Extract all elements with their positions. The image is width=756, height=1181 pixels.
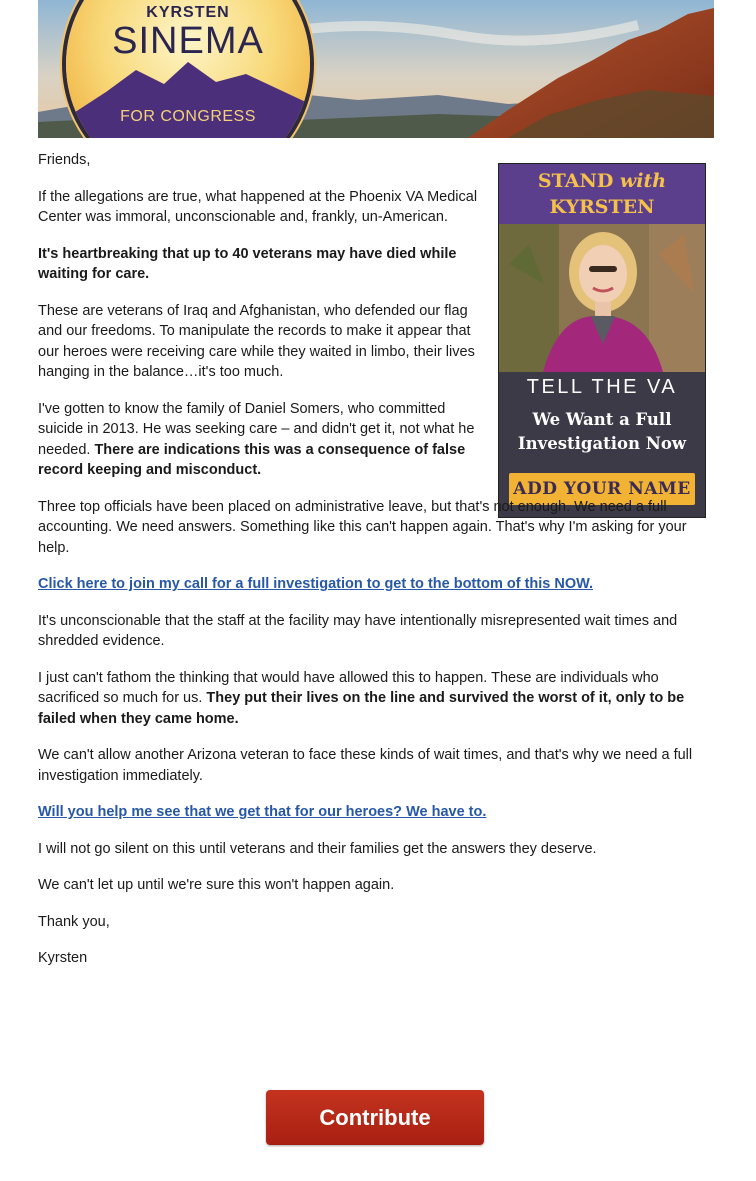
ad-want-line2: Investigation Now: [517, 434, 687, 453]
paragraph-unconscionable: It's unconscionable that the staff at the facility may have intentionally misrepresented wait times and shredded evidence.: [38, 612, 678, 649]
ad-tell-va-text: TELL THE VA: [526, 376, 678, 398]
header-banner: [38, 0, 714, 138]
paragraph-let-up: We can't let up until we're sure this won't happen again.: [38, 877, 395, 893]
signature: Kyrsten: [38, 950, 88, 966]
investigation-link[interactable]: Click here to join my call for a full investigation to get to the bottom of this NOW.: [38, 576, 594, 592]
paragraph-somers: [38, 399, 486, 481]
greeting: Friends,: [38, 152, 91, 168]
logo-first-name: KYRSTEN: [146, 4, 230, 21]
paragraph-officials: Three top officials have been placed on administrative leave, but that's not enough. We need a full accounting. We need answers. Something like this can't happen again. That's why I'm asking for your help.: [38, 498, 687, 556]
ad-kyrsten-text: KYRSTEN: [549, 196, 655, 218]
paragraph-heartbreaking: It's heartbreaking that up to 40 veterans may have died while waiting for care.: [38, 245, 457, 282]
ad-stand-text: STAND: [537, 170, 614, 192]
somers-bold-text: There are indications this was a consequence of false record keeping and misconduct.: [38, 441, 466, 478]
add-your-name-button[interactable]: ADD YOUR NAME: [509, 473, 695, 505]
somers-text: I've gotten to know the family of Daniel Somers, who committed suicide in 2013. He was seeking care – and didn't get it, not what he needed.: [38, 400, 475, 458]
sinema-logo: [66, 0, 310, 138]
email-body: [38, 150, 714, 985]
ad-want-line1: We Want a Full: [532, 410, 672, 429]
paragraph-arizona: We can't allow another Arizona veteran to face these kinds of wait times, and that's why we need a full investigation immediately.: [38, 747, 693, 784]
paragraph-silent: I will not go silent on this until veterans and their families get the answers they deserve.: [38, 840, 597, 857]
logo-last-name: SINEMA: [112, 20, 264, 62]
paragraph-allegations: If the allegations are true, what happened at the Phoenix VA Medical Center was immoral, unconscionable and, frankly, un-American.: [38, 188, 478, 225]
paragraph-fathom: [38, 668, 714, 730]
fathom-bold-text: They put their lives on the line and survived the worst of it, only to be failed when they came home.: [38, 690, 685, 727]
logo-subtitle: FOR CONGRESS: [120, 108, 256, 125]
fathom-text: I just can't fathom the thinking that would have allowed this to happen. These are individuals who sacrificed so much for us.: [38, 669, 659, 706]
closing: Thank you,: [38, 913, 110, 930]
contribute-button[interactable]: Contribute: [266, 1090, 484, 1145]
ad-with-text: with: [619, 170, 667, 192]
help-heroes-link[interactable]: Will you help me see that we get that for our heroes? We have to.: [38, 804, 487, 820]
paragraph-veterans: These are veterans of Iraq and Afghanistan, who defended our flag and our freedoms. To manipulate the records to make it appear that our heroes were receiving care while they waited in limbo, their lives hanging in the balance…it's too much.: [38, 302, 475, 380]
